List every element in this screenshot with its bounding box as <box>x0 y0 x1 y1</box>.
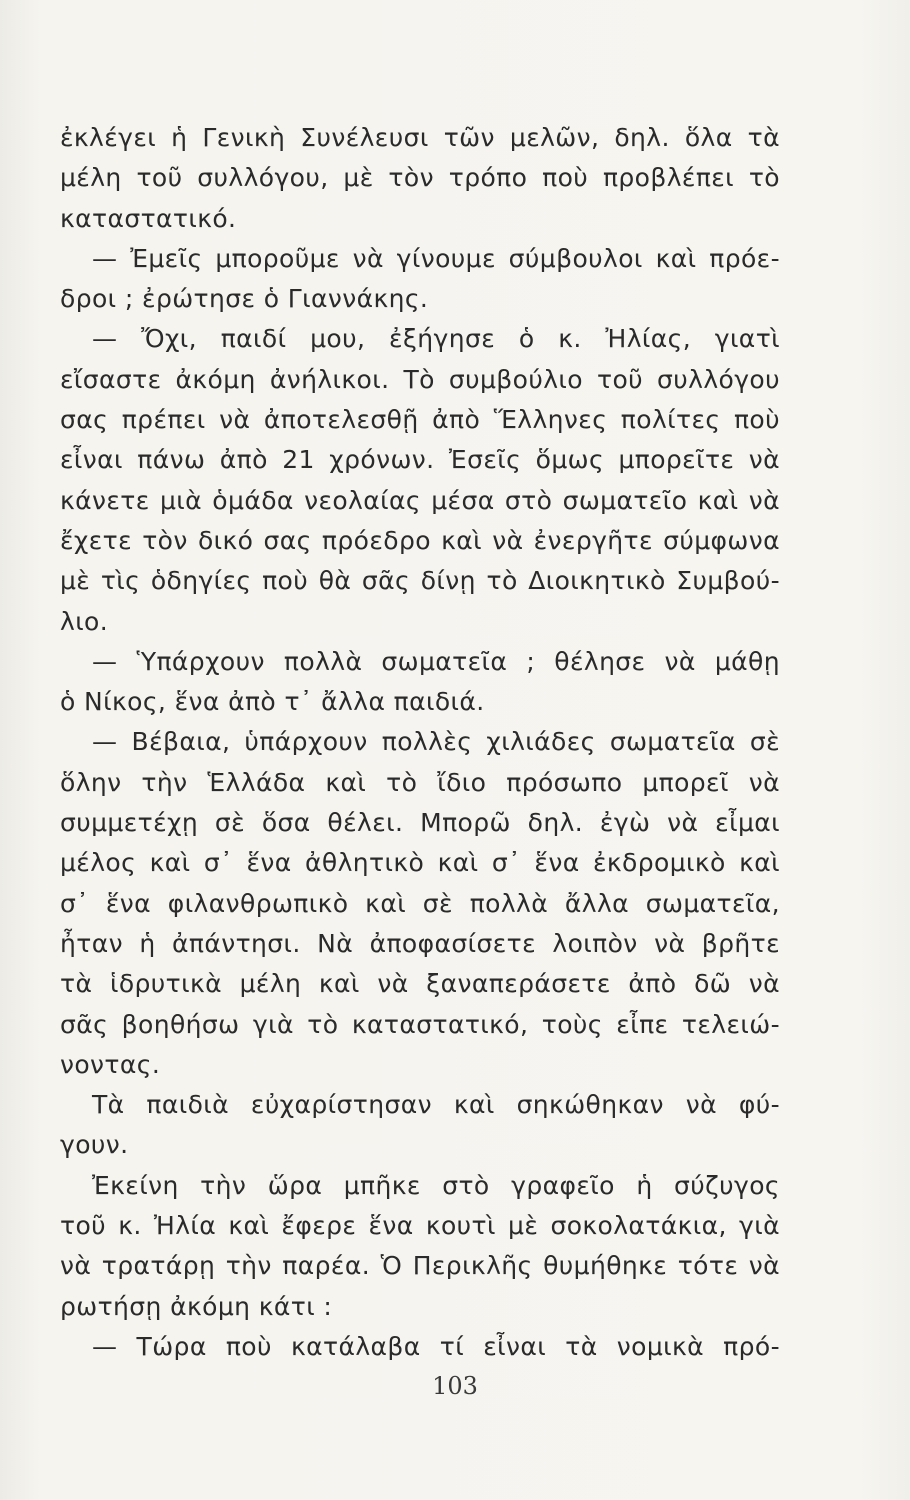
text-line: σ᾿ ἕνα φιλανθρωπικὸ καὶ σὲ πολλὰ ἄλλα σωματεῖα, <box>60 888 780 918</box>
text-line: καταστατικό. <box>60 203 237 233</box>
text-line: ἐκλέγει ἡ Γενικὴ Συνέλευσι τῶν μελῶν, δηλ. ὅλα τὰ <box>60 123 780 152</box>
text-line: κάνετε μιὰ ὁμάδα νεολαίας μέσα στὸ σωματεῖο καὶ νὰ <box>60 485 780 515</box>
text-line: ὁ Νίκος, ἕνα ἀπὸ τ᾿ ἄλλα παιδιά. <box>60 687 485 717</box>
text-line: — Βέβαια, ὑπάρχουν πολλὲς χιλιάδες σωματεῖα σὲ <box>92 727 780 757</box>
text-line: Ἐκείνη τὴν ὥρα μπῆκε στὸ γραφεῖο ἡ σύζυγος <box>92 1170 780 1200</box>
text-line: νοντας. <box>60 1049 161 1079</box>
text-line: συμμετέχῃ σὲ ὅσα θέλει. Μπορῶ δηλ. ἐγὼ νὰ εἶμαι <box>60 808 780 838</box>
text-line: μὲ τὶς ὁδηγίες ποὺ θὰ σᾶς δίνῃ τὸ Διοικητικὸ Συμβού- <box>60 566 780 596</box>
text-line: ρωτήσῃ ἀκόμη κάτι : <box>60 1291 333 1321</box>
text-line: — Ὄχι, παιδί μου, ἐξήγησε ὁ κ. Ἠλίας, γιατὶ <box>92 324 780 354</box>
text-line: γουν. <box>60 1130 129 1160</box>
text-line: τοῦ κ. Ἠλία καὶ ἔφερε ἕνα κουτὶ μὲ σοκολατάκια, γιὰ <box>60 1211 780 1241</box>
text-line: εἶναι πάνω ἀπὸ 21 χρόνων. Ἐσεῖς ὅμως μπορεῖτε νὰ <box>60 445 780 475</box>
body-text <box>60 118 780 1367</box>
text-line: — Ὑπάρχουν πολλὰ σωματεῖα ; θέλησε νὰ μάθῃ <box>92 646 780 676</box>
text-line: σας πρέπει νὰ ἀποτελεσθῇ ἀπὸ Ἕλληνες πολίτες ποὺ <box>60 405 780 435</box>
text-line: λιο. <box>60 606 109 636</box>
text-line: ὅλην τὴν Ἑλλάδα καὶ τὸ ἴδιο πρόσωπο μπορεῖ νὰ <box>60 767 780 797</box>
text-line: — Τώρα ποὺ κατάλαβα τί εἶναι τὰ νομικὰ πρό- <box>92 1331 780 1361</box>
text-line: εἴσαστε ἀκόμη ἀνήλικοι. Τὸ συμβούλιο τοῦ συλλόγου <box>60 364 780 394</box>
text-line: μέλη τοῦ συλλόγου, μὲ τὸν τρόπο ποὺ προβλέπει τὸ <box>60 163 780 193</box>
text-line: — Ἐμεῖς μποροῦμε νὰ γίνουμε σύμβουλοι καὶ πρόε- <box>92 243 780 273</box>
text-line: νὰ τρατάρῃ τὴν παρέα. Ὁ Περικλῆς θυμήθηκε τότε νὰ <box>60 1251 780 1281</box>
text-line: ἔχετε τὸν δικό σας πρόεδρο καὶ νὰ ἐνεργῆτε σύμφωνα <box>60 525 780 555</box>
text-line: σᾶς βοηθήσω γιὰ τὸ καταστατικό, τοὺς εἶπε τελειώ- <box>60 1009 780 1039</box>
text-line: δροι ; ἐρώτησε ὁ Γιαννάκης. <box>60 284 429 314</box>
page-number: 103 <box>432 1372 478 1400</box>
text-line: τὰ ἱδρυτικὰ μέλη καὶ νὰ ξαναπεράσετε ἀπὸ δῶ νὰ <box>60 969 780 999</box>
text-line: μέλος καὶ σ᾿ ἕνα ἀθλητικὸ καὶ σ᾿ ἕνα ἐκδρομικὸ καὶ <box>60 848 780 878</box>
text-line: ἦταν ἡ ἀπάντησι. Νὰ ἀποφασίσετε λοιπὸν νὰ βρῆτε <box>60 928 780 958</box>
text-line: Τὰ παιδιὰ εὐχαρίστησαν καὶ σηκώθηκαν νὰ φύ- <box>92 1090 780 1120</box>
